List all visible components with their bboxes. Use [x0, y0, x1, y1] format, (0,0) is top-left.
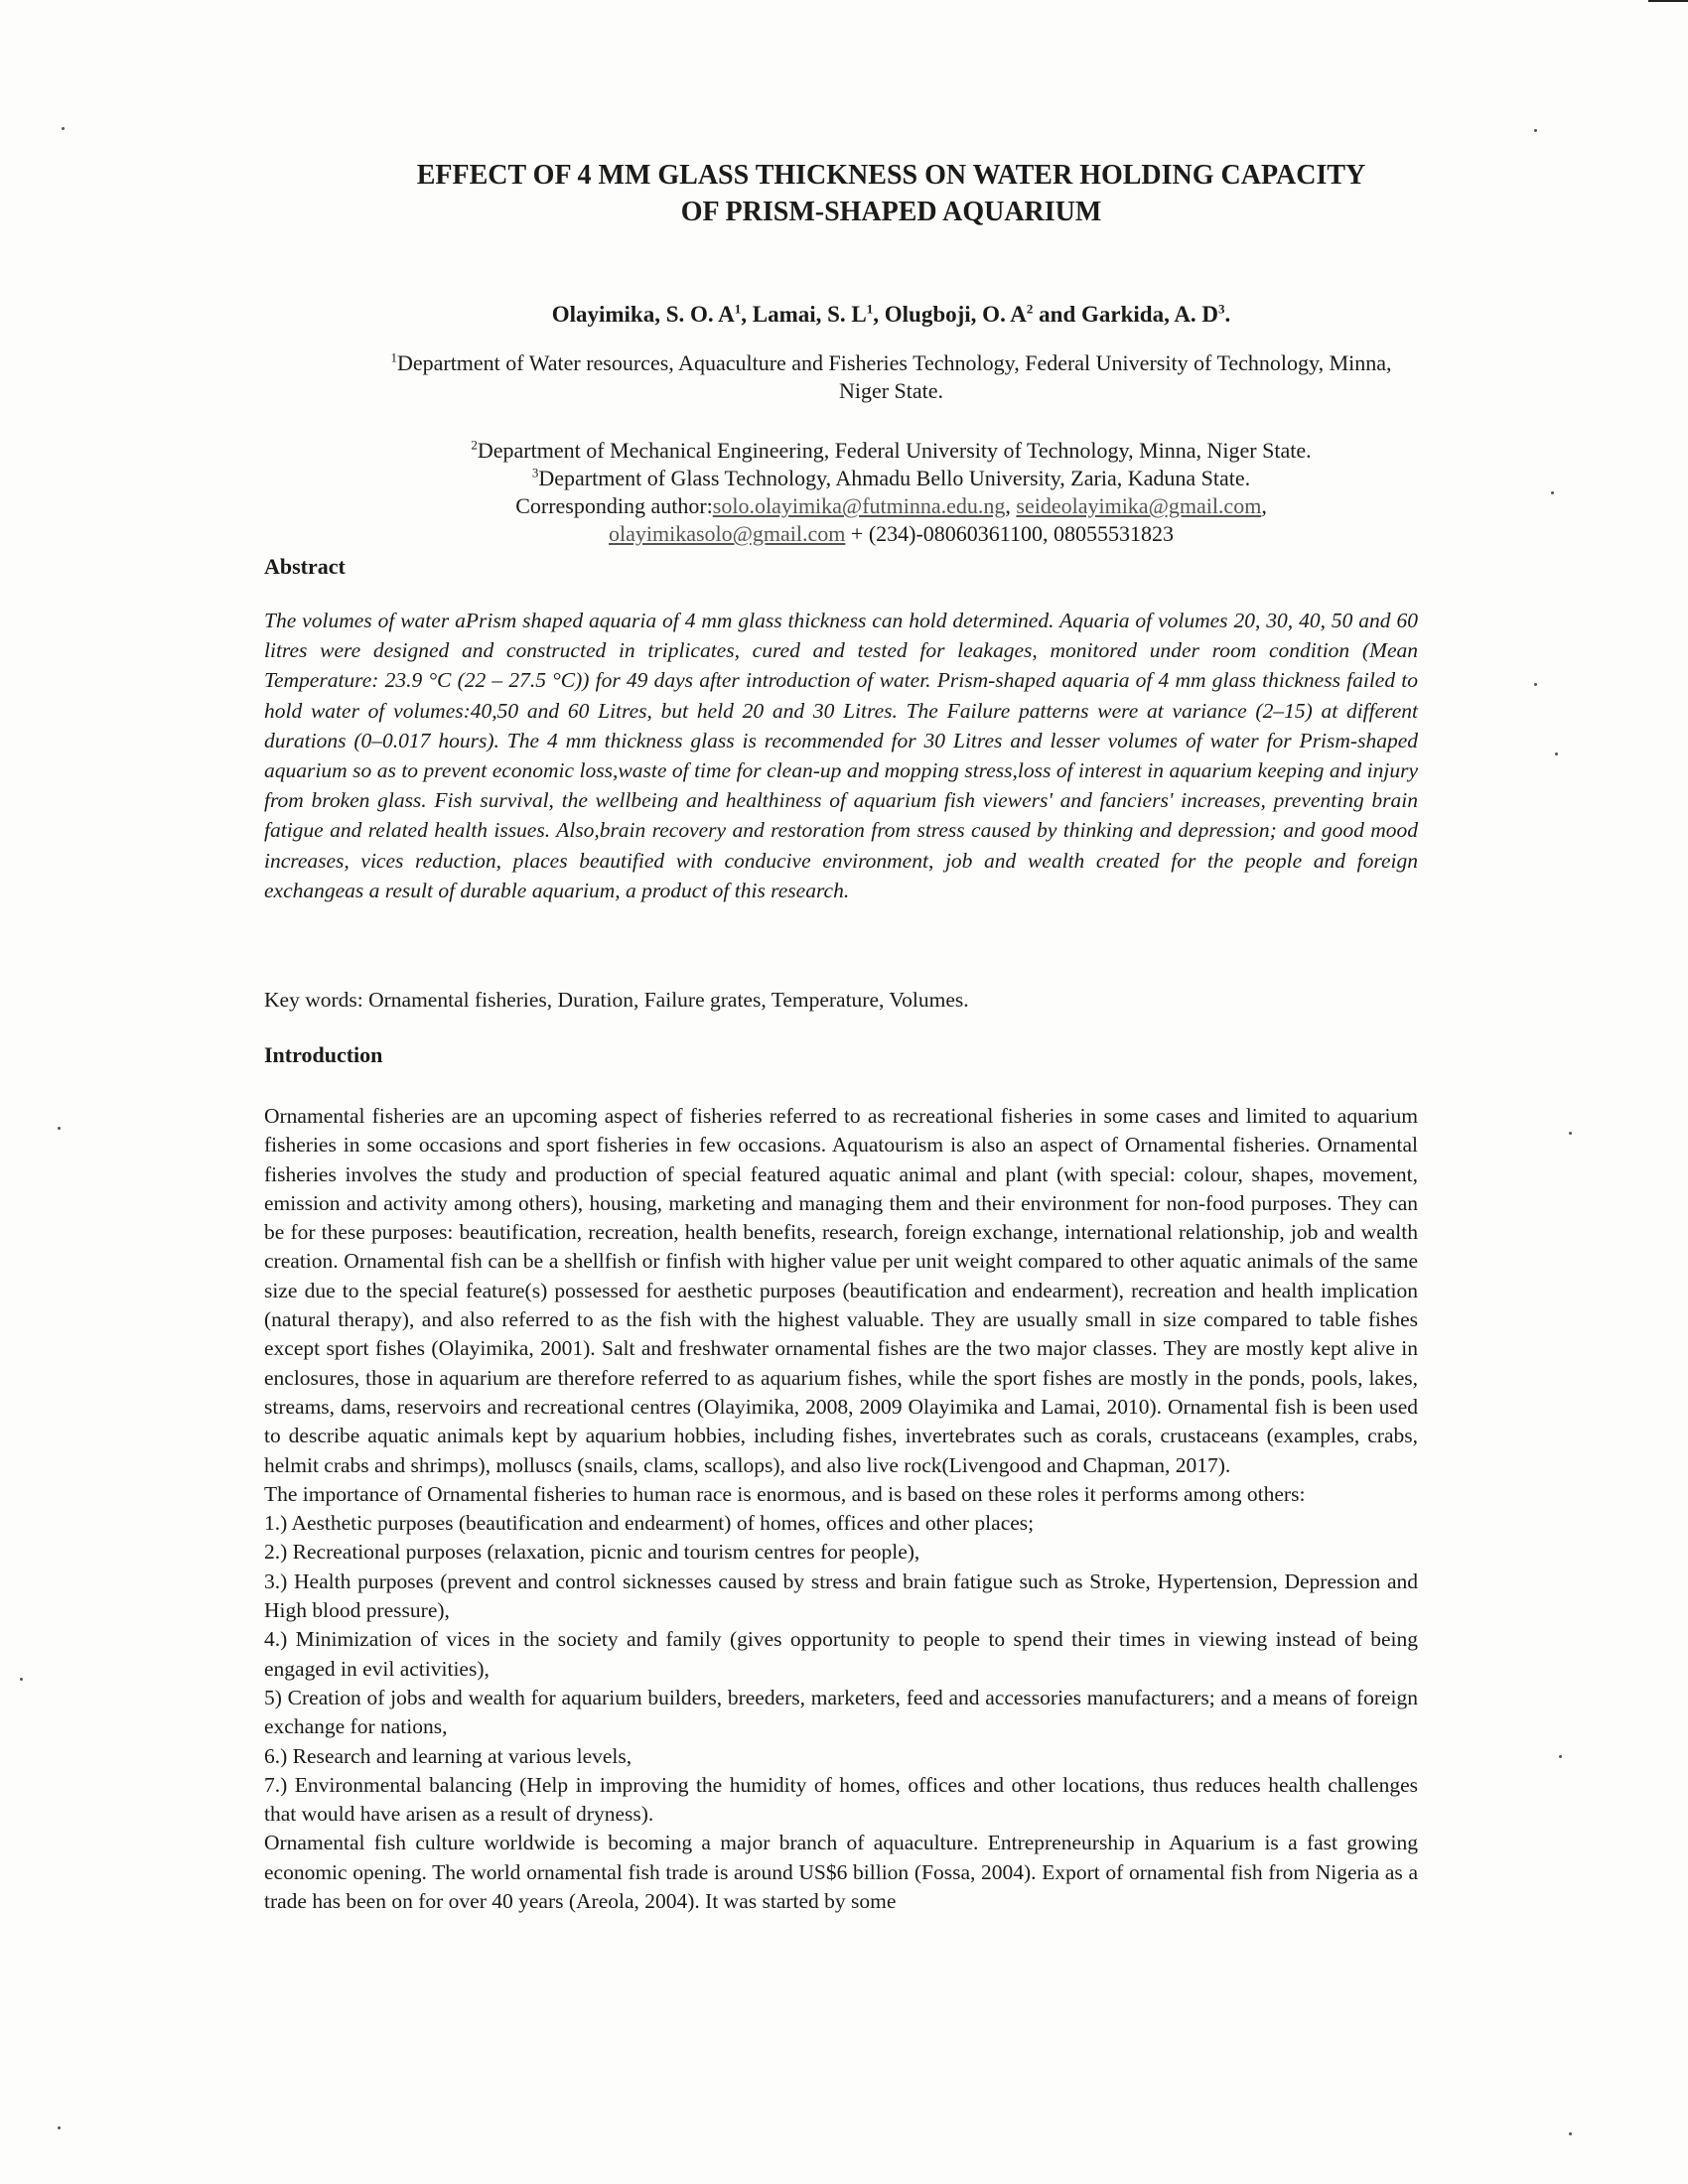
- list-item: 4.) Minimization of vices in the society and family (gives opportunity to people to spend their times in viewing instead of being engaged in evil activities),: [264, 1627, 1418, 1681]
- scan-speck: [1551, 491, 1554, 494]
- email-link[interactable]: seideolayimika@gmail.com: [1016, 493, 1262, 518]
- author-name: Olugboji, O. A: [884, 302, 1027, 327]
- author-affil-sup: 3: [1218, 301, 1225, 317]
- introduction-heading: Introduction: [264, 1042, 383, 1067]
- affiliation-block: [377, 437, 1405, 548]
- affiliation-1: [377, 349, 1405, 405]
- scan-speck: [1534, 129, 1537, 132]
- scan-speck: [1555, 752, 1558, 755]
- scan-edge-line: [1648, 0, 1688, 2]
- title-line-1: EFFECT OF 4 MM GLASS THICKNESS ON WATER HOLDING CAPACITY: [416, 160, 1366, 191]
- affiliation-number: 3: [531, 465, 539, 480]
- author-separator: .: [1224, 302, 1231, 327]
- author-separator: ,: [873, 302, 885, 327]
- affiliation-3: [377, 465, 1405, 492]
- scan-speck: [1559, 1755, 1562, 1758]
- scan-speck: [58, 2126, 61, 2129]
- author-separator: ,: [741, 302, 753, 327]
- list-item: 3.) Health purposes (prevent and control sicknesses caused by stress and brain fatigue such as Stroke, Hypertension, Depression and High blood pressure),: [264, 1569, 1418, 1623]
- body-paragraph: Ornamental fish culture worldwide is becoming a major branch of aquaculture. Entrepreneurship in Aquarium is a fast growing economic opening. The world ornamental fish trade is around US$6 billion (Fossa, 2004). Export of ornamental fish from Nigeria as a trade has been on for over 40 years (Areola, 2004). It was started by some: [264, 1831, 1418, 1914]
- introduction-body: [264, 1102, 1418, 1916]
- scan-speck: [20, 1678, 23, 1681]
- affiliation-number: 1: [390, 349, 397, 365]
- affiliation-text: Department of Glass Technology, Ahmadu Bello University, Zaria, Kaduna State.: [538, 466, 1251, 490]
- list-item: 1.) Aesthetic purposes (beautification and endearment) of homes, offices and other places;: [264, 1511, 1035, 1536]
- keywords: Key words: Ornamental fisheries, Duration, Failure grates, Temperature, Volumes.: [264, 988, 969, 1012]
- email-link[interactable]: olayimikasolo@gmail.com: [609, 521, 846, 546]
- affiliation-number: 2: [471, 437, 478, 453]
- author-name: Garkida, A. D: [1081, 302, 1219, 327]
- abstract-text: The volumes of water aPrism shaped aquaria of 4 mm glass thickness can hold determined. Aquaria of volumes 20, 30, 40, 50 and 60 litres were designed and constructed in triplicates, cured and tested for leakages, monitored under room condition (Mean Temperature: 23.9 °C (22 – 27.5 °C)) for 49 days after introduction of water. Prism-shaped aquaria of 4 mm glass thickness failed to hold water of volumes:40,50 and 60 Litres, but held 20 and 30 Litres. The Failure patterns were at variance (2–15) at different durations (0–0.017 hours). The 4 mm thickness glass is recommended for 30 Litres and lesser volumes of water for Prism-shaped aquarium so as to prevent economic loss,waste of time for clean-up and mopping stress,loss of interest in aquarium keeping and injury from broken glass. Fish survival, the wellbeing and healthiness of aquarium fish viewers' and fanciers' increases, preventing brain fatigue and related health issues. Also,brain recovery and restoration from stress caused by thinking and depression; and good mood increases, vices reduction, places beautified with conducive environment, job and wealth created for the people and foreign exchangeas a result of durable aquarium, a product of this research.: [264, 609, 1418, 902]
- scan-speck: [1534, 683, 1537, 686]
- corresponding-contact: [377, 520, 1405, 548]
- corresponding-label: Corresponding author:: [515, 493, 713, 518]
- scan-speck: [1569, 1132, 1572, 1135]
- author-list: [298, 300, 1484, 330]
- affiliation-2: [377, 437, 1405, 465]
- title-line-2: OF PRISM-SHAPED AQUARIUM: [680, 197, 1102, 227]
- email-link[interactable]: solo.olayimika@futminna.edu.ng: [712, 493, 1006, 518]
- author-separator: and: [1033, 302, 1082, 327]
- scan-speck: [1569, 2132, 1572, 2135]
- author-affil-sup: 1: [866, 301, 874, 317]
- list-item: 2.) Recreational purposes (relaxation, picnic and tourism centres for people),: [264, 1540, 920, 1565]
- scan-speck: [58, 1127, 61, 1130]
- author-name: Olayimika, S. O. A: [551, 302, 735, 327]
- scan-speck: [62, 127, 65, 130]
- list-item: 6.) Research and learning at various levels,: [264, 1743, 633, 1768]
- affiliation-text: Department of Water resources, Aquaculture and Fisheries Technology, Federal University of Technology, Minna, Niger State.: [396, 350, 1392, 403]
- author-affil-sup: 1: [734, 301, 742, 317]
- paper-title: [298, 157, 1484, 230]
- abstract-heading: Abstract: [264, 554, 346, 579]
- author-affil-sup: 2: [1026, 301, 1034, 317]
- affiliation-text: Department of Mechanical Engineering, Federal University of Technology, Minna, Niger State.: [477, 438, 1312, 463]
- list-item: 5) Creation of jobs and wealth for aquarium builders, breeders, marketers, feed and accessories manufacturers; and a means of foreign exchange for nations,: [264, 1685, 1418, 1739]
- body-paragraph: The importance of Ornamental fisheries to human race is enormous, and is based on these roles it performs among others:: [264, 1481, 1306, 1506]
- corresponding-author: Corresponding author:solo.olayimika@futminna.edu.ng, seideolayimika@gmail.com,: [515, 493, 1267, 518]
- list-item: 7.) Environmental balancing (Help in improving the humidity of homes, offices and other locations, thus reduces health challenges that would have arisen as a result of dryness).: [264, 1772, 1418, 1827]
- author-name: Lamai, S. L: [752, 302, 867, 327]
- body-paragraph: Ornamental fisheries are an upcoming aspect of fisheries referred to as recreational fisheries in some cases and limited to aquarium fisheries in some occasions and sport fisheries in few occasions. Aquatourism is also an aspect of Ornamental fisheries. Ornamental fisheries involves the study and production of special featured aquatic animal and plant (with special: colour, shapes, movement, emission and activity among others), housing, marketing and managing them and their environment for non-food purposes. They can be for these purposes: beautification, recreation, health benefits, research, foreign exchange, international relationship, job and wealth creation. Ornamental fish can be a shellfish or finfish with higher value per unit weight compared to other aquatic animals of the same size due to the special feature(s) possessed for aesthetic purposes (beautification and endearment), recreation and health implication (natural therapy), and also referred to as the fish with the highest valuable. They are usually small in size compared to table fishes except sport fishes (Olayimika, 2001). Salt and freshwater ornamental fishes are the two major classes. They are mostly kept alive in enclosures, those in aquarium are therefore referred to as aquarium fishes, while the sport fishes are mostly in the ponds, pools, lakes, streams, dams, reservoirs and recreational centres (Olayimika, 2008, 2009 Olayimika and Lamai, 2010). Ornamental fish is been used to describe aquatic animals kept by aquarium hobbies, including fishes, invertebrates such as corals, crustaceans (examples, crabs, helmit crabs and shrimps), molluscs (snails, clams, scallops), and also live rock(Livengood and Chapman, 2017).: [264, 1104, 1418, 1477]
- phone-numbers: + (234)-08060361100, 08055531823: [850, 521, 1174, 546]
